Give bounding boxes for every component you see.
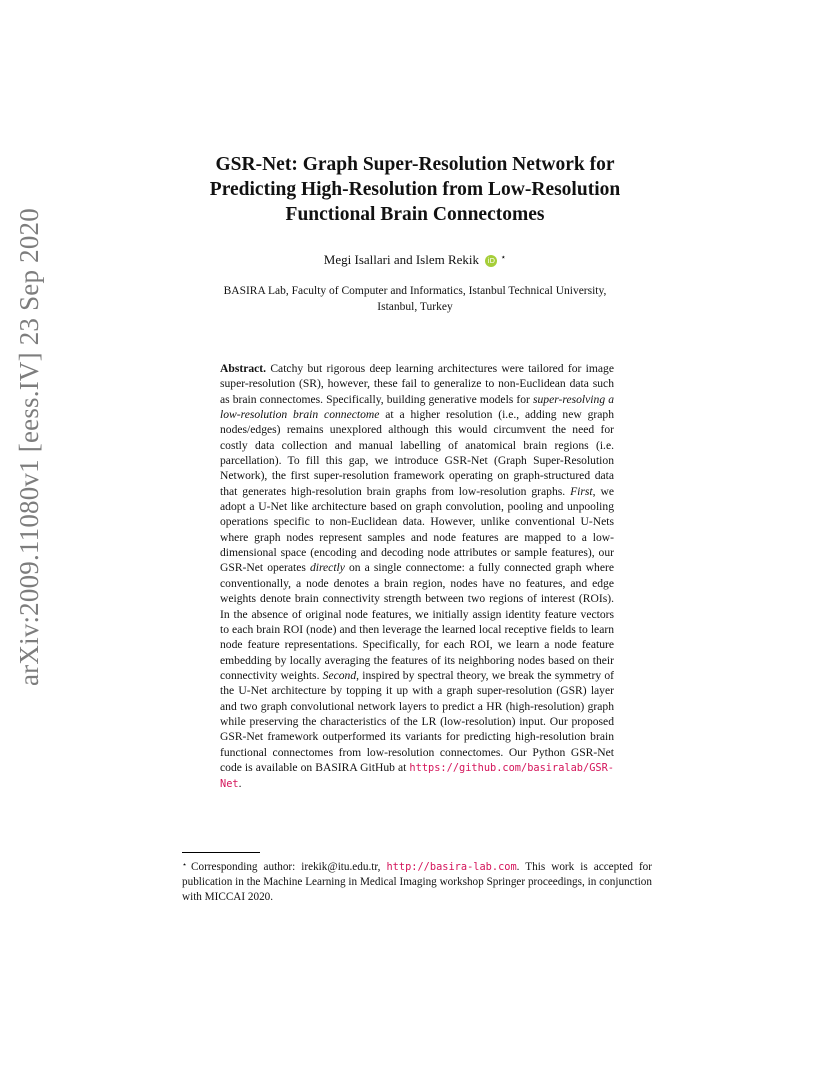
arxiv-identifier-stamp: arXiv:2009.11080v1 [eess.IV] 23 Sep 2020 bbox=[14, 208, 44, 686]
github-link[interactable]: https://github.com/basiralab/GSR-Net bbox=[220, 761, 614, 791]
author-line bbox=[160, 252, 670, 268]
abstract-emphasis-second: Second bbox=[322, 668, 357, 682]
affiliation-line-2: Istanbul, Turkey bbox=[377, 300, 453, 313]
abstract-emphasis-first: First bbox=[570, 484, 593, 498]
abstract-emphasis-1: super-resolving a low-resolution brain connectome bbox=[220, 392, 614, 422]
title-line-1: GSR-Net: Graph Super-Resolution Network for bbox=[215, 154, 615, 175]
author-names: Megi Isallari and Islem Rekik bbox=[323, 252, 480, 267]
footnote-text-2: . This work is accepted for publication in the Machine Learning in Medical Imaging workshop Springer proceedings, in conjunction with MICCAI 2020. bbox=[182, 861, 653, 903]
abstract-text-3: , we adopt a U-Net like architecture based on graph convolution, pooling and unpooling operations specific to non-Euclidean data. However, unlike conventional U-Nets where graph nodes represent samples and node features are mapped to a low-dimensional space (encoding and decoding node attributes or sample features), our GSR-Net operates bbox=[220, 484, 614, 575]
abstract-label: Abstract. bbox=[220, 362, 267, 375]
affiliation-line-1: BASIRA Lab, Faculty of Computer and Informatics, Istanbul Technical University, bbox=[223, 285, 607, 297]
title-line-2: Predicting High-Resolution from Low-Resolution bbox=[209, 179, 621, 200]
paper-title bbox=[160, 152, 670, 227]
abstract-emphasis-directly: directly bbox=[309, 561, 345, 575]
abstract-text-1: Catchy but rigorous deep learning architectures were tailored for image super-resolution (SR), however, these fail to generalize to non-Euclidean data such as brain connectomes. Specifically, building generative models for bbox=[220, 362, 614, 406]
author-footnote-mark: ⋆ bbox=[500, 252, 507, 262]
abstract-text-5: , inspired by spectral theory, we break the symmetry of the U-Net architecture by topping it up with a graph super-resolution (GSR) layer and two graph convolutional network layers to predict a HR (high-resolution) graph while preserving the characteristics of the LR (low-resolution) input. Our proposed GSR-Net framework outperformed its variants for predicting high-resolution brain functional connectomes from low-resolution connectomes. Our Python GSR-Net code is available on BASIRA GitHub at bbox=[220, 668, 614, 774]
orcid-icon[interactable]: iD bbox=[485, 255, 497, 267]
footnote-text-1: Corresponding author: irekik@itu.edu.tr, bbox=[191, 861, 387, 873]
affiliation bbox=[160, 284, 670, 315]
footnote bbox=[182, 857, 652, 905]
abstract-text-4: on a single connectome: a fully connected graph where conventionally, a node denotes a brain region, nodes have no features, and edge weights denote brain connectivity strength between two regions of interest (ROIs). In the absence of original node features, we initially assign identity feature vectors to each brain ROI (node) and then leverage the learned local receptive fields to learn node feature representations. Specifically, for each ROI, we learn a node feature embedding by locally averaging the features of its neighboring nodes based on their connectivity weights. bbox=[220, 561, 614, 682]
abstract-text-2: at a higher resolution (i.e., adding new graph nodes/edges) remains unexplored although this would circumvent the need for costly data collection and manual labelling of anatomical brain regions (i.e. parcellation). To fill this gap, we introduce GSR-Net (Graph Super-Resolution Network), the first super-resolution framework operating on graph-structured data that generates high-resolution brain graphs from low-resolution graphs. bbox=[220, 408, 614, 498]
lab-website-link[interactable]: http://basira-lab.com bbox=[386, 861, 517, 873]
abstract bbox=[220, 361, 614, 793]
footnote-mark: ⋆ bbox=[182, 860, 188, 869]
footnote-divider bbox=[182, 852, 260, 853]
title-line-3: Functional Brain Connectomes bbox=[285, 204, 545, 225]
abstract-end: . bbox=[238, 777, 242, 791]
